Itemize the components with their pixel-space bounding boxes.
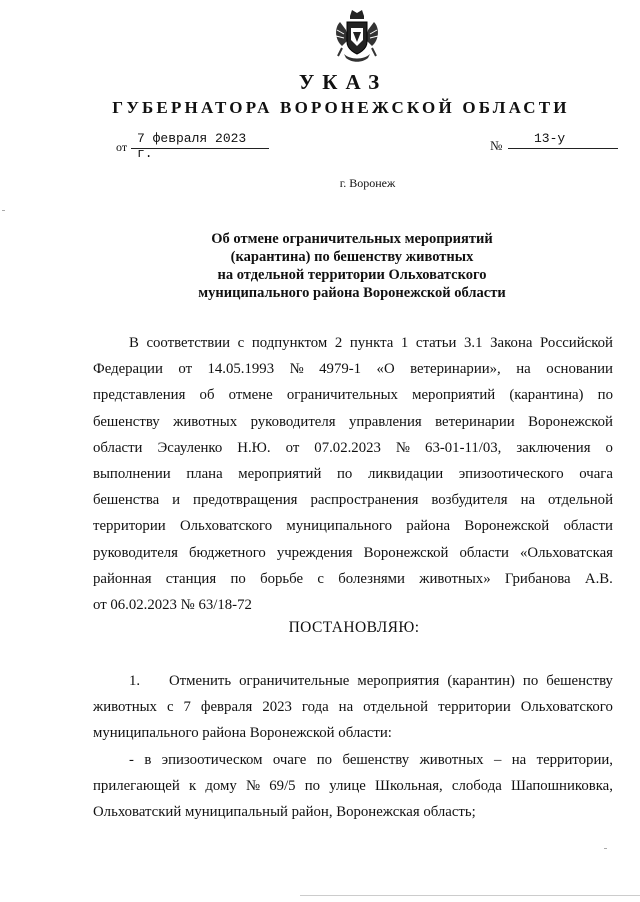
date-field: 7 февраля 2023 г. <box>131 131 269 149</box>
text-line: области Эсауленко Н.Ю. от 07.02.2023 № 63-01-11/03, заключения о <box>93 439 613 456</box>
text-line: прилегающей к дому № 69/5 по улице Школьная, слобода Шапошниковка, <box>93 777 613 794</box>
document-title: УКАЗ <box>298 70 388 94</box>
scan-artifact <box>2 210 5 211</box>
number-field: 13-у <box>508 131 618 149</box>
issuer-title: ГУБЕРНАТОРА ВОРОНЕЖСКОЙ ОБЛАСТИ <box>112 98 570 117</box>
item-first-line <box>93 668 613 694</box>
text-line: районная станция по борьбе с болезнями животных» Грибанова А.В. <box>93 570 613 587</box>
number-label: № <box>490 138 503 153</box>
text-line: - в эпизоотическом очаге по бешенству животных – на территории, <box>129 751 613 768</box>
subject-line: муниципального района Воронежской области <box>198 285 506 301</box>
subject-line: Об отмене ограничительных мероприятий <box>211 231 493 247</box>
text-line: Федерации от 14.05.1993 № 4979-1 «О ветеринарии», на основании <box>93 361 613 378</box>
text-line: выполнении плана мероприятий по ликвидации эпизоотического очага <box>93 466 613 483</box>
text-line: бешенства и предотвращения распространения возбудителя на отдельной <box>93 492 613 509</box>
text-line: муниципального района Воронежской области: <box>93 725 392 742</box>
text-line: представления об отмене ограничительных мероприятий (карантина) по <box>93 387 613 404</box>
text-line: от 06.02.2023 № 63/18-72 <box>93 597 252 614</box>
text-line: территории Ольховатского муниципального района Воронежской области <box>93 518 613 535</box>
city-label: г. Воронеж <box>339 176 396 190</box>
item-number: 1. <box>129 673 141 689</box>
text-line: животных с 7 февраля 2023 года на отдельной территории Ольховатского <box>93 699 613 716</box>
text-line: бешенству животных руководителя управления ветеринарии Воронежской <box>93 413 613 430</box>
text-line: Ольховатский муниципальный район, Воронежская область; <box>93 804 476 821</box>
text-line: руководителя бюджетного учреждения Воронежской области «Ольховатская <box>93 544 613 561</box>
item-line: Отменить ограничительные мероприятия (карантин) по бешенству <box>169 673 613 689</box>
scan-edge <box>300 895 640 896</box>
decree-item-1 <box>93 668 613 825</box>
decree-word: ПОСТАНОВЛЯЮ: <box>288 619 420 636</box>
preamble-paragraph <box>93 330 613 618</box>
text-line: В соответствии с подпунктом 2 пункта 1 статьи 3.1 Закона Российской <box>129 335 613 351</box>
subject-line: (карантина) по бешенству животных <box>230 249 474 265</box>
coat-of-arms-icon <box>332 8 382 66</box>
subject-heading <box>150 230 554 302</box>
subject-line: на отдельной территории Ольховатского <box>217 267 487 283</box>
scan-artifact <box>604 848 607 849</box>
date-prefix: от <box>116 140 128 154</box>
